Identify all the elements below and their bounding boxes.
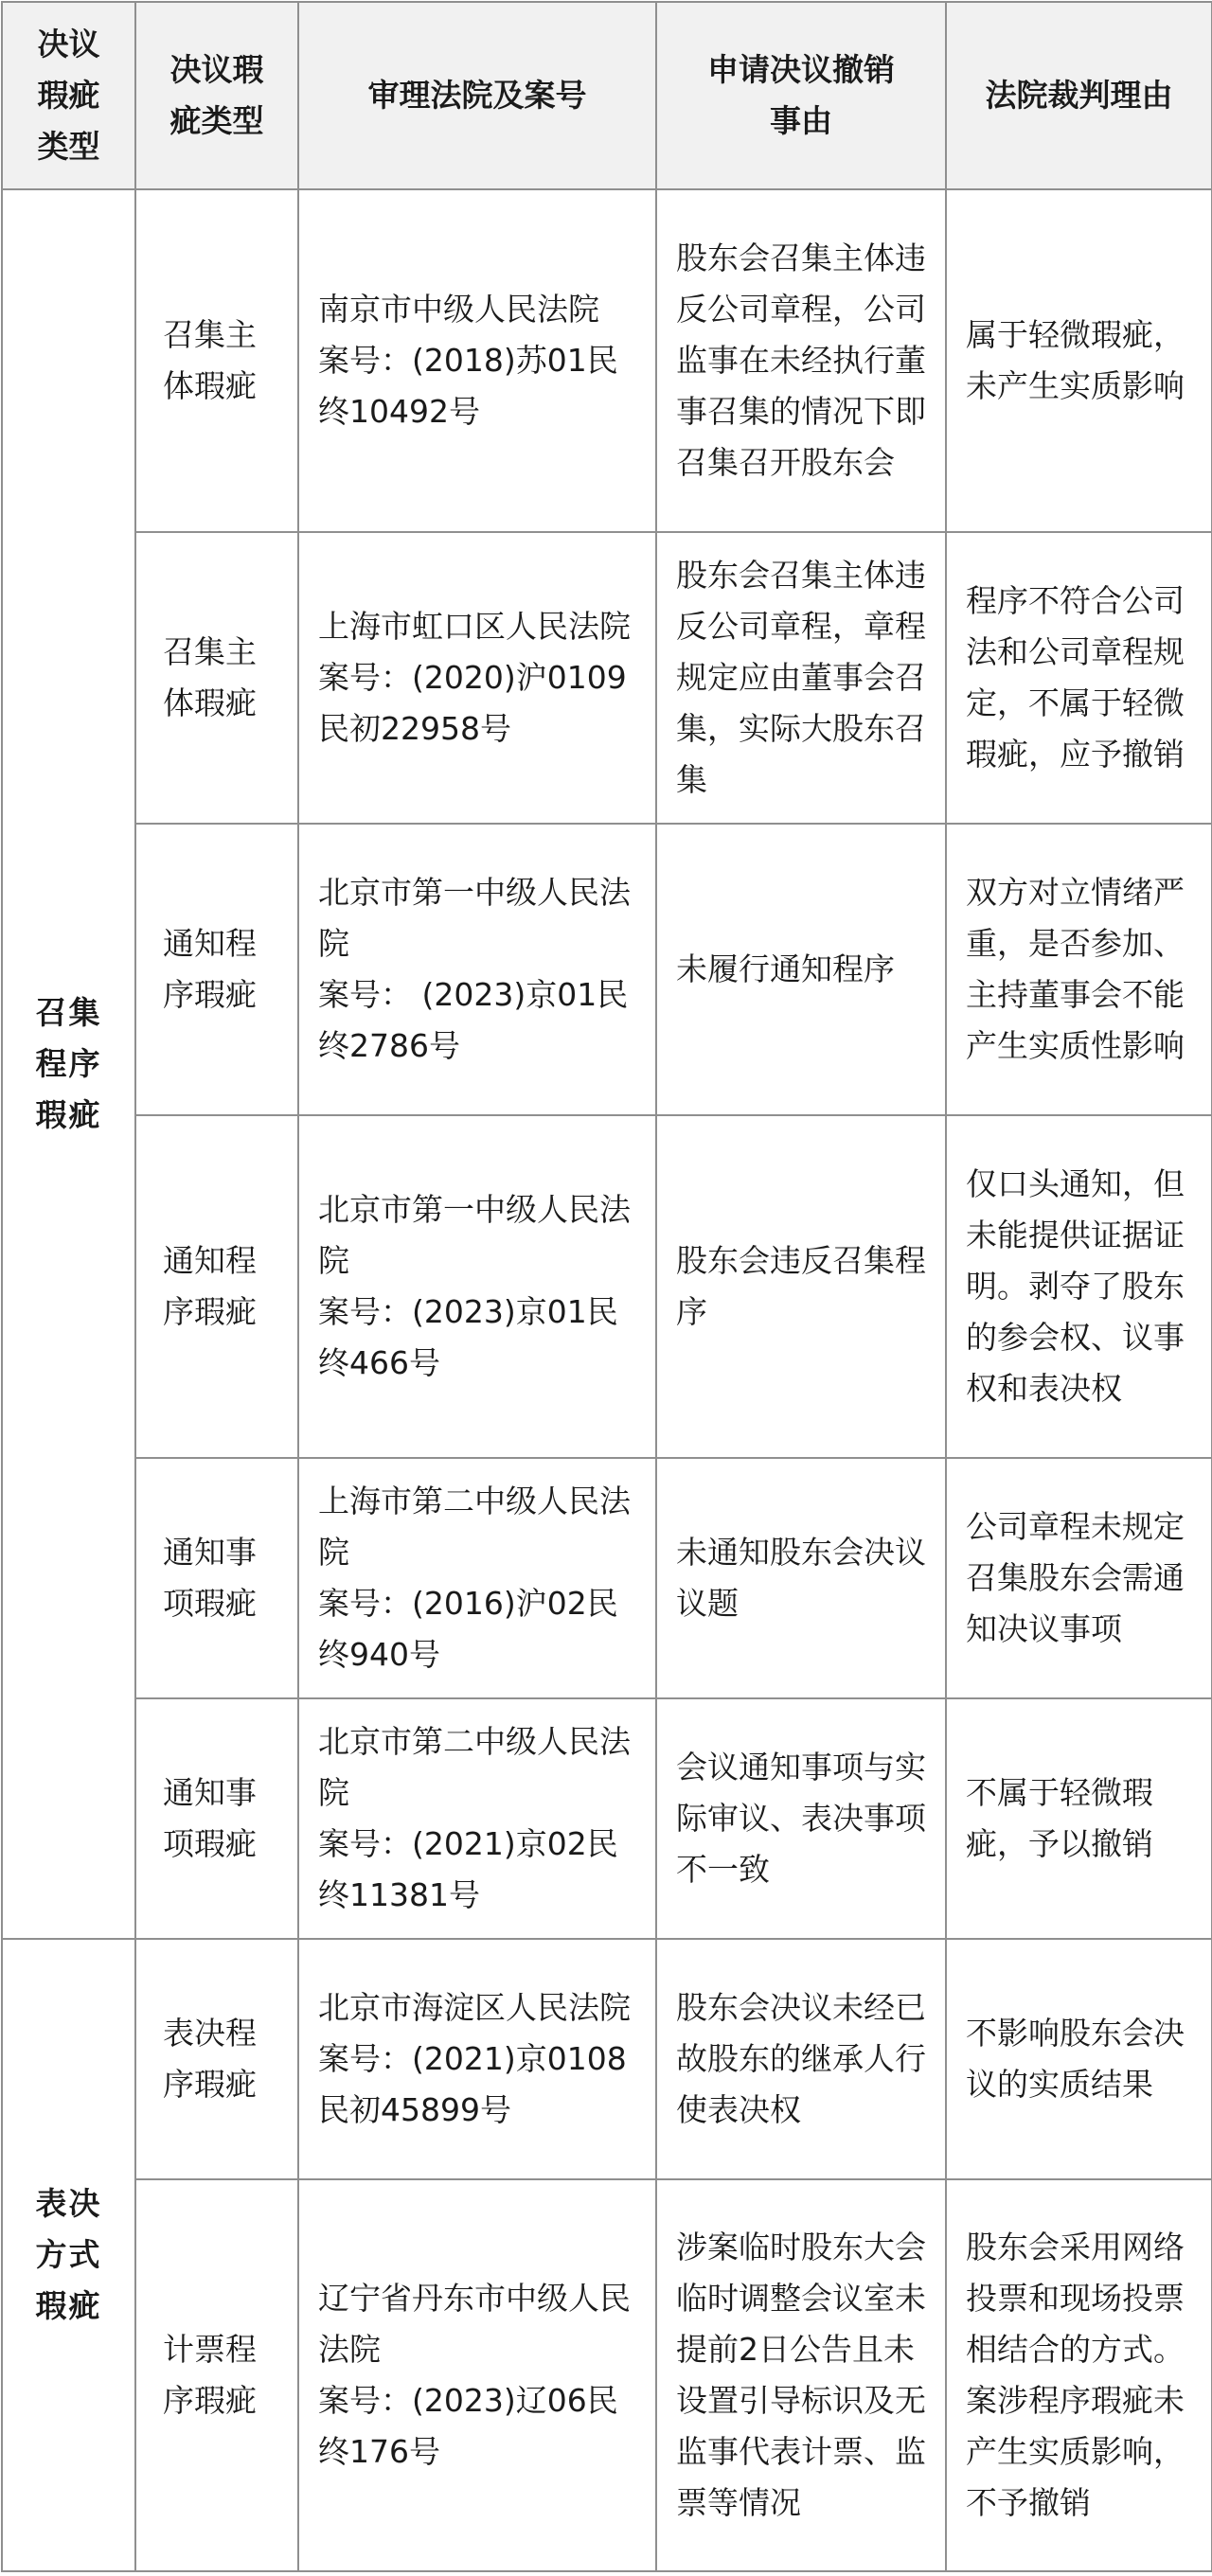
table-row bbox=[2, 2179, 1212, 2571]
reason-cell: 股东会违反召集程序 bbox=[656, 1115, 946, 1458]
reason-cell: 股东会决议未经已故股东的继承人行使表决权 bbox=[656, 1939, 946, 2179]
case-number: 案号：(2016)沪02民终940号 bbox=[318, 1585, 618, 1673]
header-row bbox=[2, 2, 1212, 189]
reason-cell: 股东会召集主体违反公司章程，公司监事在未经执行董事召集的情况下即召集召开股东会 bbox=[656, 189, 946, 532]
court-name: 北京市第一中级人民法院 bbox=[318, 1191, 631, 1279]
court-cell bbox=[298, 1458, 656, 1698]
header-reason: 申请决议撤销事由 bbox=[656, 2, 946, 189]
court-name: 上海市虹口区人民法院 bbox=[318, 608, 631, 645]
court-name: 辽宁省丹东市中级人民法院 bbox=[318, 2280, 631, 2368]
ruling-cell: 公司章程未规定召集股东会需通知决议事项 bbox=[946, 1458, 1212, 1698]
table-row bbox=[2, 1939, 1212, 2179]
table-row bbox=[2, 189, 1212, 532]
sub-type-cell: 计票程序瑕疵 bbox=[135, 2179, 298, 2571]
case-number: 案号： (2023)京01民终2786号 bbox=[318, 976, 629, 1064]
court-name: 北京市海淀区人民法院 bbox=[318, 1989, 631, 2026]
sub-type-cell: 召集主体瑕疵 bbox=[135, 189, 298, 532]
table-row bbox=[2, 1458, 1212, 1698]
court-cell bbox=[298, 1698, 656, 1939]
reason-cell: 股东会召集主体违反公司章程，章程规定应由董事会召集，实际大股东召集 bbox=[656, 532, 946, 824]
ruling-cell: 股东会采用网络投票和现场投票相结合的方式。案涉程序瑕疵未产生实质影响，不予撤销 bbox=[946, 2179, 1212, 2571]
ruling-cell: 不属于轻微瑕疵，予以撤销 bbox=[946, 1698, 1212, 1939]
header-category: 决议瑕疵类型 bbox=[2, 2, 135, 189]
case-number: 案号：(2021)京02民终11381号 bbox=[318, 1825, 618, 1913]
table-row bbox=[2, 824, 1212, 1115]
category-cell: 表决方式瑕疵 bbox=[2, 1939, 135, 2571]
ruling-cell: 不影响股东会决议的实质结果 bbox=[946, 1939, 1212, 2179]
sub-type-cell: 通知程序瑕疵 bbox=[135, 824, 298, 1115]
sub-type-cell: 通知事项瑕疵 bbox=[135, 1698, 298, 1939]
ruling-cell: 程序不符合公司法和公司章程规定，不属于轻微瑕疵，应予撤销 bbox=[946, 532, 1212, 824]
table-row bbox=[2, 1698, 1212, 1939]
header-court: 审理法院及案号 bbox=[298, 2, 656, 189]
court-name: 北京市第一中级人民法院 bbox=[318, 874, 631, 962]
court-cell bbox=[298, 532, 656, 824]
reason-cell: 涉案临时股东大会临时调整会议室未提前2日公告且未设置引导标识及无监事代表计票、监票等情况 bbox=[656, 2179, 946, 2571]
court-cell bbox=[298, 1939, 656, 2179]
court-name: 北京市第二中级人民法院 bbox=[318, 1723, 631, 1811]
sub-type-cell: 通知程序瑕疵 bbox=[135, 1115, 298, 1458]
case-number: 案号：(2023)京01民终466号 bbox=[318, 1293, 618, 1381]
header-ruling: 法院裁判理由 bbox=[946, 2, 1212, 189]
ruling-cell: 属于轻微瑕疵，未产生实质影响 bbox=[946, 189, 1212, 532]
reason-cell: 未通知股东会决议议题 bbox=[656, 1458, 946, 1698]
case-number: 案号：(2020)沪0109民初22958号 bbox=[318, 659, 627, 747]
category-cell: 召集程序瑕疵 bbox=[2, 189, 135, 1939]
case-table bbox=[1, 1, 1212, 2572]
court-name: 南京市中级人民法院 bbox=[318, 291, 599, 328]
court-cell bbox=[298, 2179, 656, 2571]
ruling-cell: 仅口头通知，但未能提供证据证明。剥夺了股东的参会权、议事权和表决权 bbox=[946, 1115, 1212, 1458]
case-number: 案号：(2018)苏01民终10492号 bbox=[318, 342, 618, 430]
court-cell bbox=[298, 189, 656, 532]
ruling-cell: 双方对立情绪严重，是否参加、主持董事会不能产生实质性影响 bbox=[946, 824, 1212, 1115]
header-sub-type: 决议瑕疵类型 bbox=[135, 2, 298, 189]
reason-cell: 未履行通知程序 bbox=[656, 824, 946, 1115]
reason-cell: 会议通知事项与实际审议、表决事项不一致 bbox=[656, 1698, 946, 1939]
case-number: 案号：(2021)京0108民初45899号 bbox=[318, 2040, 627, 2128]
sub-type-cell: 表决程序瑕疵 bbox=[135, 1939, 298, 2179]
court-cell bbox=[298, 824, 656, 1115]
court-cell bbox=[298, 1115, 656, 1458]
table-row bbox=[2, 532, 1212, 824]
sub-type-cell: 通知事项瑕疵 bbox=[135, 1458, 298, 1698]
sub-type-cell: 召集主体瑕疵 bbox=[135, 532, 298, 824]
court-name: 上海市第二中级人民法院 bbox=[318, 1483, 631, 1571]
case-number: 案号：(2023)辽06民终176号 bbox=[318, 2382, 618, 2470]
table-row bbox=[2, 1115, 1212, 1458]
